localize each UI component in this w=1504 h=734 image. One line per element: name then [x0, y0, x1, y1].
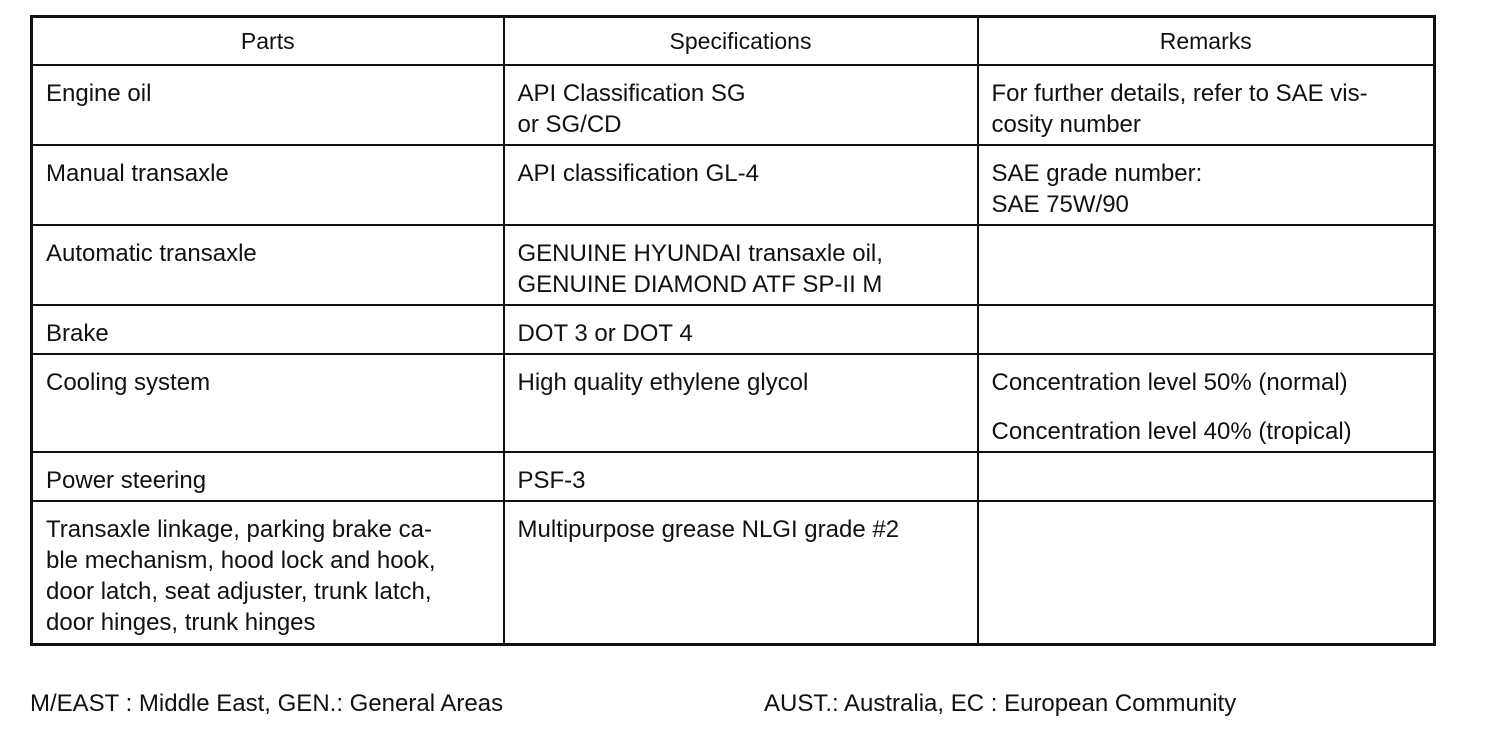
cell-text: or SG/CD: [517, 111, 622, 138]
cell-specifications: [504, 501, 978, 644]
table-row: [32, 65, 1435, 145]
table-row: [32, 305, 1435, 354]
cell-parts: [32, 225, 504, 305]
cell-text: Power steering: [46, 467, 207, 494]
cell-specifications: [504, 305, 978, 354]
cell-specifications: [504, 225, 978, 305]
table-header-row: [32, 17, 1435, 66]
cell-specifications: [504, 145, 978, 225]
cell-parts: [32, 354, 504, 452]
cell-remarks: [978, 305, 1435, 354]
cell-text: API Classification SG: [517, 80, 746, 107]
column-header-specifications: Specifications: [504, 17, 978, 66]
cell-text: API classification GL-4: [517, 160, 759, 187]
column-header-parts: Parts: [32, 17, 504, 66]
cell-parts: [32, 501, 504, 644]
table-row: [32, 225, 1435, 305]
cell-remarks: [978, 225, 1435, 305]
cell-specifications: [504, 452, 978, 501]
cell-parts: [32, 145, 504, 225]
cell-text: Brake: [46, 320, 109, 347]
cell-text: GENUINE HYUNDAI transaxle oil,: [517, 240, 883, 267]
cell-text: cosity number: [991, 111, 1141, 138]
column-header-remarks: Remarks: [978, 17, 1435, 66]
cell-text: SAE grade number:: [991, 160, 1203, 187]
lubricant-spec-table: [30, 15, 1436, 646]
cell-remarks: [978, 354, 1435, 452]
cell-text: door latch, seat adjuster, trunk latch,: [46, 578, 432, 605]
cell-remarks: [978, 501, 1435, 644]
cell-remarks: [978, 65, 1435, 145]
cell-text: Engine oil: [46, 80, 152, 107]
cell-remarks: [978, 452, 1435, 501]
cell-parts: [32, 452, 504, 501]
cell-text: Automatic transaxle: [46, 240, 257, 267]
footer-abbreviations-right: AUST.: Australia, EC : European Community: [764, 690, 1237, 717]
cell-text: For further details, refer to SAE vis-: [991, 80, 1368, 107]
cell-parts: [32, 65, 504, 145]
cell-text: Concentration level 40% (tropical): [991, 418, 1352, 445]
table-row: [32, 354, 1435, 452]
cell-text: DOT 3 or DOT 4: [517, 320, 693, 347]
cell-text: door hinges, trunk hinges: [46, 609, 316, 636]
cell-text: Concentration level 50% (normal): [991, 369, 1348, 396]
cell-specifications: [504, 354, 978, 452]
table-row: [32, 145, 1435, 225]
cell-text: ble mechanism, hood lock and hook,: [46, 547, 436, 574]
cell-text: GENUINE DIAMOND ATF SP-II M: [517, 271, 883, 298]
cell-text: Cooling system: [46, 369, 211, 396]
cell-text: Transaxle linkage, parking brake ca-: [46, 516, 432, 543]
table-row: [32, 501, 1435, 644]
cell-text: SAE 75W/90: [991, 191, 1129, 218]
cell-parts: [32, 305, 504, 354]
cell-text: Manual transaxle: [46, 160, 229, 187]
table-row: [32, 452, 1435, 501]
remark-spacer: [992, 398, 1434, 416]
cell-remarks: [978, 145, 1435, 225]
cell-specifications: [504, 65, 978, 145]
cell-text: PSF-3: [517, 467, 586, 494]
footer-abbreviations-left: M/EAST : Middle East, GEN.: General Areas: [30, 690, 504, 717]
cell-text: Multipurpose grease NLGI grade #2: [517, 516, 900, 543]
cell-text: High quality ethylene glycol: [517, 369, 809, 396]
